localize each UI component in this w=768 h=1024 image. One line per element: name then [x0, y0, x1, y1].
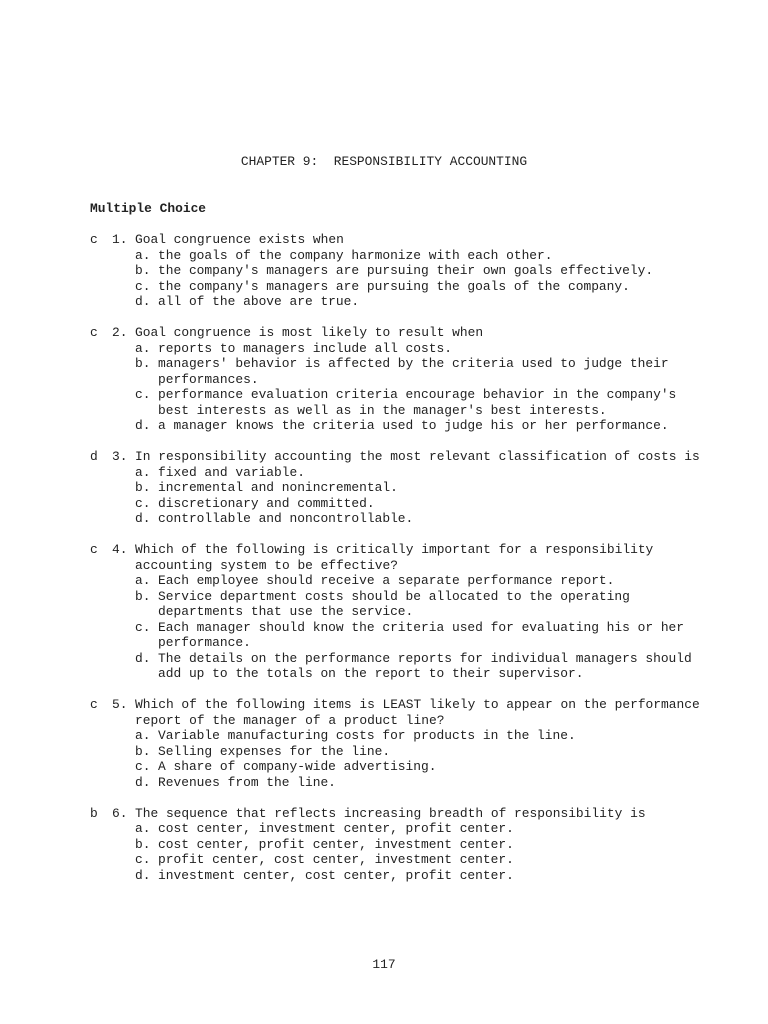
option-d: [90, 868, 710, 884]
question-number: 4.: [112, 542, 128, 557]
option-b: [90, 837, 710, 853]
option-text: performance evaluation criteria encourage behavior in the company's best interests as well as in the manager's best interests.: [158, 387, 677, 418]
option-letter: b.: [135, 743, 151, 759]
option-b: [90, 480, 710, 496]
option-letter: a.: [135, 247, 151, 263]
question-stem: [90, 542, 710, 573]
answer-key: c: [90, 325, 98, 340]
answer-options: [90, 341, 710, 434]
option-c: [90, 759, 710, 775]
answer-key: c: [90, 542, 98, 557]
answer-key: b: [90, 805, 98, 821]
option-letter: c.: [135, 387, 151, 402]
option-text: The details on the performance reports for individual managers should add up to the totals on the report to their supervisor.: [158, 650, 692, 681]
option-letter: d.: [135, 650, 151, 666]
option-text: Revenues from the line.: [158, 774, 336, 790]
option-letter: c.: [135, 759, 151, 774]
option-letter: a.: [135, 340, 151, 356]
option-a: [90, 465, 710, 481]
question-stem: [90, 697, 710, 728]
option-letter: c.: [135, 852, 151, 867]
option-a: [90, 821, 710, 837]
option-text: cost center, investment center, profit center.: [158, 821, 514, 836]
option-b: [90, 263, 710, 279]
option-c: [90, 496, 710, 512]
option-c: [90, 387, 710, 418]
option-c: [90, 279, 710, 295]
answer-options: [90, 465, 710, 527]
chapter-title: CHAPTER 9: RESPONSIBILITY ACCOUNTING: [240, 154, 528, 169]
question-3: [90, 449, 710, 527]
option-a: [90, 248, 710, 264]
option-letter: d.: [135, 774, 151, 790]
option-text: Each employee should receive a separate performance report.: [158, 573, 615, 588]
question-6: [90, 806, 710, 884]
option-c: [90, 852, 710, 868]
option-text: A share of company-wide advertising.: [158, 759, 437, 774]
option-text: Service department costs should be allocated to the operating departments that use the service.: [158, 588, 630, 619]
option-text: the goals of the company harmonize with each other.: [158, 247, 553, 263]
option-letter: c.: [135, 495, 151, 511]
option-text: the company's managers are pursuing their own goals effectively.: [158, 263, 654, 278]
question-list: [90, 232, 710, 899]
option-d: [90, 775, 710, 791]
option-text: managers' behavior is affected by the criteria used to judge their performances.: [158, 356, 669, 387]
answer-key: c: [90, 697, 98, 712]
question-stem: [90, 449, 710, 465]
option-letter: b.: [135, 480, 151, 495]
option-text: incremental and nonincremental.: [158, 480, 398, 495]
option-letter: d.: [135, 418, 151, 433]
option-text: Selling expenses for the line.: [158, 743, 391, 759]
option-d: [90, 651, 710, 682]
option-text: Each manager should know the criteria used for evaluating his or her performance.: [158, 619, 685, 650]
option-text: reports to managers include all costs.: [158, 340, 452, 356]
question-number: 3.: [112, 449, 128, 464]
option-letter: b.: [135, 836, 151, 852]
option-letter: a.: [135, 821, 151, 836]
question-stem: [90, 806, 710, 822]
question-text: Which of the following is critically important for a responsibility accounting system to be effective?: [135, 542, 654, 573]
option-letter: b.: [135, 588, 151, 604]
option-text: cost center, profit center, investment center.: [158, 836, 514, 852]
section-heading: Multiple Choice: [90, 201, 207, 216]
option-a: [90, 728, 710, 744]
option-letter: d.: [135, 867, 151, 883]
option-letter: a.: [135, 728, 151, 743]
option-letter: a.: [135, 573, 151, 588]
option-b: [90, 589, 710, 620]
option-a: [90, 573, 710, 589]
answer-key: d: [90, 449, 98, 464]
question-stem: [90, 232, 710, 248]
option-letter: b.: [135, 263, 151, 278]
option-d: [90, 511, 710, 527]
option-text: Variable manufacturing costs for products in the line.: [158, 728, 576, 743]
question-number: 1.: [112, 232, 128, 247]
option-letter: c.: [135, 278, 151, 294]
option-text: profit center, cost center, investment center.: [158, 852, 514, 867]
question-text: Goal congruence is most likely to result when: [135, 325, 484, 340]
question-2: [90, 325, 710, 434]
question-text: The sequence that reflects increasing breadth of responsibility is: [135, 805, 646, 821]
option-c: [90, 620, 710, 651]
question-5: [90, 697, 710, 790]
answer-options: [90, 248, 710, 310]
option-b: [90, 356, 710, 387]
option-b: [90, 744, 710, 760]
answer-options: [90, 573, 710, 682]
option-text: discretionary and committed.: [158, 495, 375, 511]
option-d: [90, 294, 710, 310]
question-number: 2.: [112, 325, 128, 340]
question-4: [90, 542, 710, 682]
option-d: [90, 418, 710, 434]
question-text: Goal congruence exists when: [135, 232, 344, 247]
option-letter: d.: [135, 294, 151, 309]
question-number: 6.: [112, 805, 128, 821]
option-text: the company's managers are pursuing the goals of the company.: [158, 278, 630, 294]
answer-key: c: [90, 232, 98, 247]
option-text: a manager knows the criteria used to judge his or her performance.: [158, 418, 669, 433]
option-letter: c.: [135, 619, 151, 635]
answer-options: [90, 728, 710, 790]
option-letter: b.: [135, 356, 151, 371]
question-text: In responsibility accounting the most relevant classification of costs is: [135, 449, 700, 464]
question-number: 5.: [112, 697, 128, 712]
option-a: [90, 341, 710, 357]
answer-options: [90, 821, 710, 883]
option-text: controllable and noncontrollable.: [158, 511, 414, 526]
option-letter: a.: [135, 464, 151, 480]
option-text: all of the above are true.: [158, 294, 360, 309]
option-letter: d.: [135, 511, 151, 526]
question-stem: [90, 325, 710, 341]
question-text: Which of the following items is LEAST likely to appear on the performance report of the manager of a product line?: [135, 697, 700, 728]
option-text: investment center, cost center, profit center.: [158, 867, 514, 883]
page-number: 117: [372, 957, 396, 972]
option-text: fixed and variable.: [158, 464, 305, 480]
question-1: [90, 232, 710, 310]
